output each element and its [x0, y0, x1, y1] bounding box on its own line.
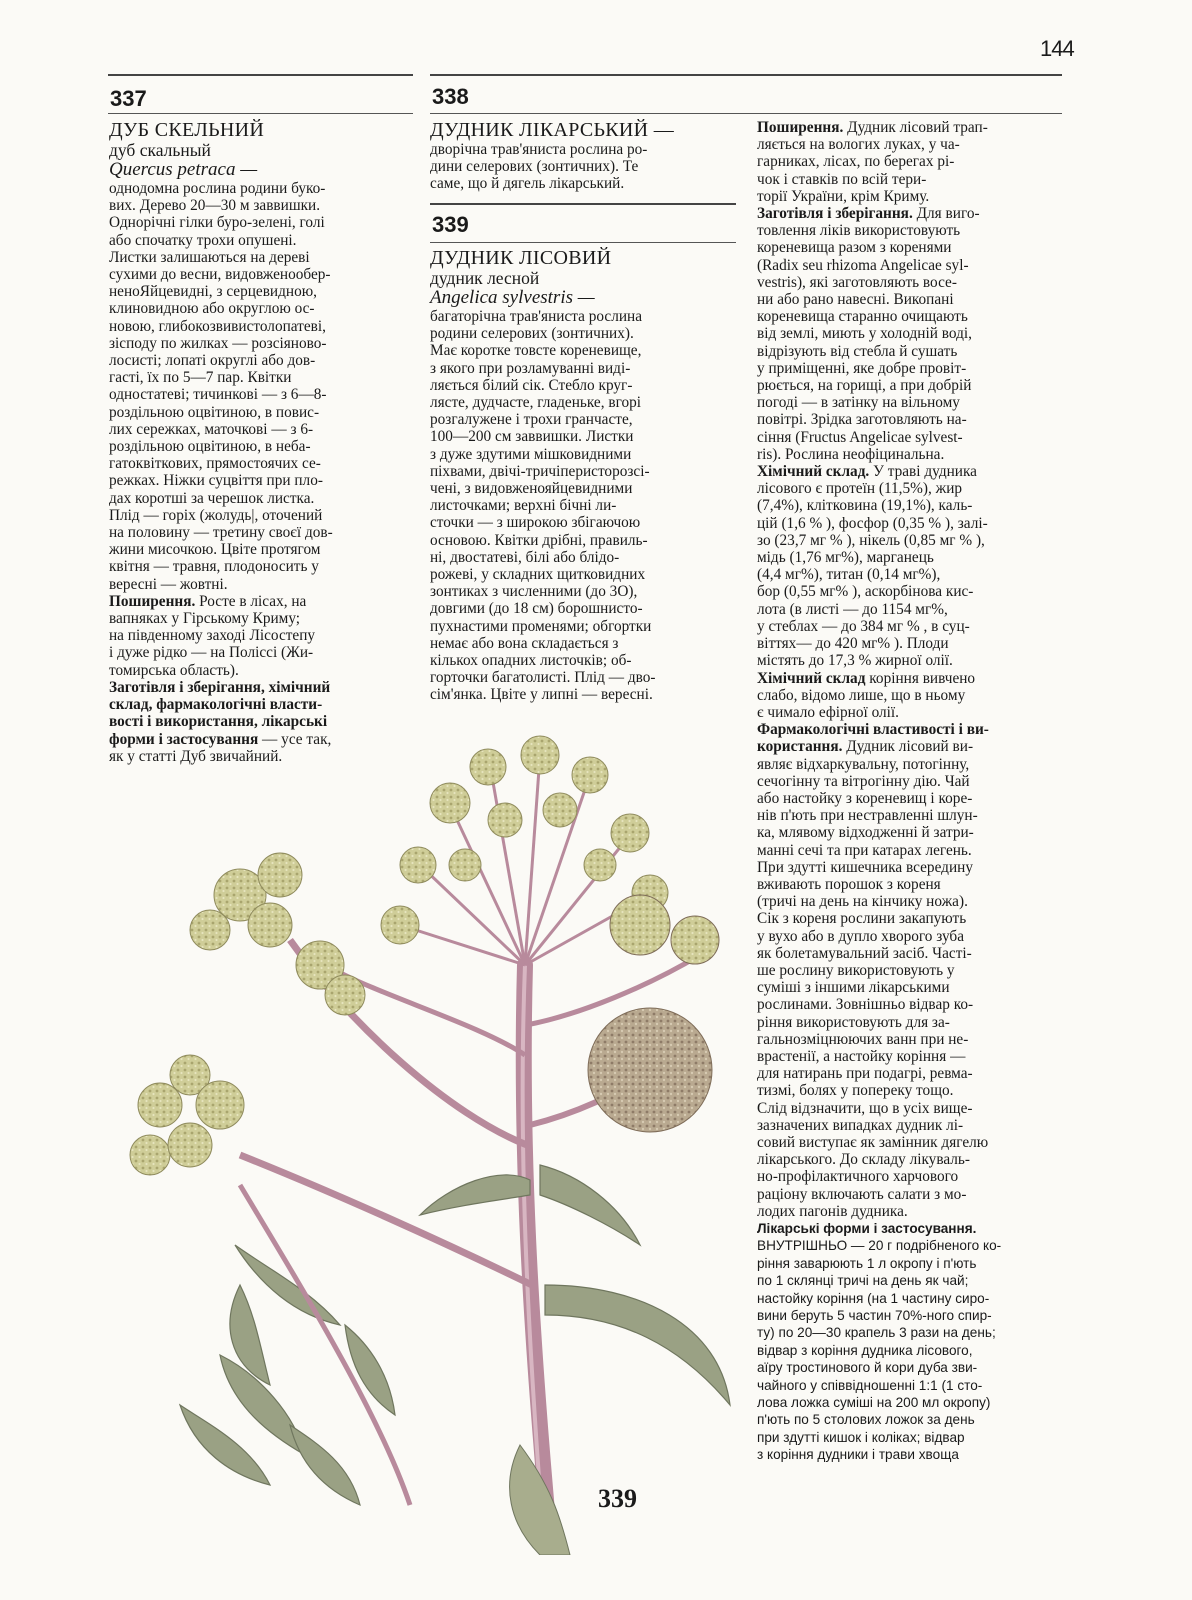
text-line: ріння використовують для за-: [757, 1013, 950, 1031]
article-337-headword: ДУБ СКЕЛЬНИЙ: [109, 119, 265, 141]
text-line: дворічна трав'яниста рослина ро-: [430, 141, 648, 158]
article-338-headword: ДУДНИК ЛІКАРСЬКИЙ —: [430, 119, 675, 141]
section-heading: Заготівля і зберігання.: [757, 205, 913, 223]
flower-umbel-left: [130, 853, 365, 1175]
text-line: лосисті; лопаті округлі або дов-: [109, 352, 316, 370]
text-line: як болетамувальний засіб. Часті-: [757, 944, 972, 962]
text-line: зонтиках з численними (до 3О),: [430, 583, 638, 601]
article-339-continued: [757, 119, 1064, 1464]
text-line: раціону включають салати з мо-: [757, 1185, 967, 1203]
text-line: аїру тростинового й кори дуба зви-: [757, 1360, 978, 1376]
text-line: з дуже здутими мішковидними: [430, 445, 632, 463]
text-line: [757, 738, 1064, 755]
text-line: багаторічна трав'яниста рослина: [430, 308, 642, 325]
text-line: но-профілактичного харчового: [757, 1168, 959, 1186]
text-line: вини беруть 5 частин 70%-ного спир-: [757, 1308, 992, 1324]
text-line: для натирань при подагрі, ревма-: [757, 1065, 973, 1083]
text-line: у приміщенні, яке добре провіт-: [757, 359, 967, 377]
article-338: [430, 119, 736, 193]
text-line: бор (0,55 мг% ), аскорбінова кис-: [757, 583, 974, 601]
text-line: сточки — з широкою збігаючою: [430, 514, 641, 532]
section-heading: Фармакологічні властивості і ви-: [757, 721, 989, 739]
text-line: Однорічні гілки буро-зелені, голі: [109, 214, 325, 232]
text-line: лодих пагонів дудника.: [757, 1202, 908, 1220]
figure-number: 339: [598, 1484, 637, 1513]
section-heading: Лікарські форми і застосування.: [757, 1221, 977, 1236]
section-heading: форми і застосування: [109, 730, 259, 748]
text-run: — усе так,: [258, 730, 332, 748]
text-line: (4,4 мг%), титан (0,14 мг%),: [757, 566, 941, 584]
text-line: нів п'ють при нестравленні шлун-: [757, 807, 978, 825]
text-line: немає або вона складається з: [430, 634, 619, 652]
text-line: довгими (до 18 см) борошнисто-: [430, 600, 643, 618]
text-run: Росте в лісах, на: [195, 592, 307, 610]
text-line: від землі, миють у холодній воді,: [757, 325, 972, 343]
text-line: гальнозміцнюючих ванн при не-: [757, 1030, 969, 1048]
article-339-latin: Angelica sylvestris —: [430, 287, 595, 308]
text-line: мідь (1,76 мг%), марганець: [757, 549, 934, 567]
text-line: кореневища разом з коренями: [757, 239, 952, 257]
text-line: неноЯйцевидні, з серцевидною,: [109, 283, 317, 301]
text-line: дини селерових (зонтичних). Те: [430, 158, 639, 176]
text-line: є чимало ефірної олії.: [757, 703, 899, 721]
text-line: ні, двостатеві, білі або блідо-: [430, 548, 620, 566]
text-line: містять до 17,3 % жирної олії.: [757, 652, 953, 670]
text-line: при здутті кишок і коліках; відвар: [757, 1429, 965, 1445]
text-line: кількох опадних листочків; об-: [430, 652, 632, 670]
article-339-russian: дудник лесной: [430, 268, 540, 288]
text-line: родини селерових (зонтичних).: [430, 325, 634, 343]
text-line: ріння заварюють 1 л окропу і п'ють: [757, 1255, 977, 1271]
text-line: Сік з кореня рослини закапують: [757, 910, 967, 928]
article-337-body: [109, 180, 413, 593]
article-339-headword: ДУДНИК ЛІСОВИЙ: [430, 247, 612, 269]
text-line: основою. Квітки дрібні, правиль-: [430, 531, 648, 549]
text-line: [757, 670, 1064, 687]
text-line: лих сережках, маточкові — з 6-: [109, 420, 314, 438]
rule-339-bottom: [430, 242, 736, 243]
text-line: лясте, дудчасте, гладеньке, вгорі: [430, 394, 642, 412]
text-line: сечогінну та вітрогінну дію. Чай: [757, 772, 970, 790]
article-337: [109, 119, 413, 765]
article-339: [430, 247, 736, 704]
text-line: ка, млявому відходженні й затри-: [757, 824, 974, 842]
text-line: чок і ставків по всій тери-: [757, 170, 927, 188]
text-line: розгалужене і трохи гранчасте,: [430, 411, 633, 429]
text-line: зісподу по жилках — розсіяново-: [109, 334, 327, 352]
text-line: (7,4%), клітковина (19,1%), каль-: [757, 497, 973, 515]
text-line: вживають порошок з кореня: [757, 875, 941, 893]
text-line: лісового є протеїн (11,5%), жир: [757, 480, 963, 498]
text-line: з коріння дудники і трави хвоща: [757, 1447, 959, 1463]
text-line: слабо, відомо лише, що в ньому: [757, 686, 966, 704]
section-heading: Заготівля і зберігання, хімічний: [109, 678, 331, 696]
text-line: 100—200 см заввишки. Листки: [430, 428, 634, 446]
text-line: рослинами. Зовнішньо відвар ко-: [757, 996, 974, 1014]
article-339-number: 339: [432, 212, 469, 237]
text-run: У траві дудника: [869, 463, 977, 481]
text-run: Дудник лісовий трап-: [843, 119, 988, 136]
forms-body: [757, 1237, 1064, 1463]
rule-339-top: [430, 203, 736, 205]
text-run: Для виго-: [912, 205, 980, 223]
text-line: з якого при розламуванні виді-: [430, 359, 631, 377]
text-line: ВНУТРІШНЬО — 20 г подрібненого ко-: [757, 1238, 1002, 1254]
text-line: режках. Ніжки суцвіття при пло-: [109, 472, 323, 490]
text-line: або спочатку трохи опушені.: [109, 231, 297, 249]
text-line: роздільною оцвітиною, в повис-: [109, 403, 320, 421]
text-line: горточки багатолисті. Плід — дво-: [430, 669, 656, 687]
text-line: Плід — горіх (жолудь|, оточений: [109, 506, 323, 524]
text-line: манні сечі та при катарах легень.: [757, 841, 972, 859]
text-line: відвар з коріння дудника лісового,: [757, 1342, 973, 1358]
text-line: товлення ліків використовують: [757, 222, 961, 240]
text-line: однодомна рослина родини буко-: [109, 180, 326, 197]
text-line: vestris), які заготовляють восе-: [757, 273, 957, 291]
text-line: п'ють по 5 столових ложок за день: [757, 1412, 975, 1428]
section-heading: Хімічний склад: [757, 669, 866, 687]
text-line: сім'янка. Цвіте у липні — вересні.: [430, 686, 653, 704]
text-line: чайного у співвідношенні 1:1 (1 сто-: [757, 1377, 983, 1393]
text-line: При здутті кишечника всередину: [757, 858, 973, 876]
text-line: вересні — жовтні.: [109, 575, 228, 593]
text-line: гарниках, лісах, по берегах рі-: [757, 153, 955, 171]
text-line: чені, з видовженояйцевидними: [430, 480, 633, 498]
text-line: ляється білий сік. Стебло круг-: [430, 376, 633, 394]
text-line: або настойку з кореневищ і коре-: [757, 789, 973, 807]
text-line: настойку коріння (на 1 частину сиро-: [757, 1290, 990, 1306]
text-line: (Radix seu rhizoma Angelicae syl-: [757, 256, 969, 274]
page-number: 144: [1040, 36, 1074, 61]
text-line: [109, 593, 413, 610]
text-line: жини мисочкою. Цвіте протягом: [109, 541, 321, 559]
text-line: [757, 463, 1064, 480]
text-line: (тричі на день на кінчику ножа).: [757, 893, 968, 911]
text-line: піхвами, двічі-тричіперисторозсі-: [430, 462, 650, 480]
text-line: зо (23,7 мг % ), нікель (0,85 мг % ),: [757, 531, 985, 549]
article-337-latin: Quercus petraca —: [109, 159, 258, 180]
text-line: кореневища старанно очищають: [757, 308, 968, 326]
text-line: суміші з іншими лікарськими: [757, 979, 950, 997]
text-line: цій (1,6 % ), фосфор (0,35 % ), залі-: [757, 514, 988, 532]
text-line: у вухо або в дупло хворого зуба: [757, 927, 964, 945]
text-line: новою, глибокозвивистолопатеві,: [109, 317, 326, 335]
article-337-number: 337: [110, 86, 147, 111]
leaf: [180, 1165, 730, 1505]
text-line: саме, що й дягель лікарський.: [430, 175, 625, 193]
section-heading: Поширення.: [757, 119, 844, 136]
text-line: сухими до весни, видовженообер-: [109, 266, 331, 284]
text-line: [757, 119, 1064, 136]
text-line: Листки залишаються на дереві: [109, 248, 310, 266]
text-line: вих. Дерево 20—30 м заввишки.: [109, 197, 321, 215]
text-line: томирська область).: [109, 661, 239, 679]
text-line: пухнастими променями; обгортки: [430, 617, 652, 635]
text-run: Дудник лісовий ви-: [842, 738, 974, 756]
article-338-number: 338: [432, 84, 469, 109]
text-line: і дуже рідко — на Поліссі (Жи-: [109, 644, 314, 662]
text-line: по 1 склянці тричі на день як чай;: [757, 1273, 969, 1289]
text-line: торії України, крім Криму.: [757, 187, 930, 205]
text-line: лікарського. До складу лікуваль-: [757, 1151, 970, 1169]
rule-337-top: [108, 74, 413, 76]
text-run: коріння вивчено: [865, 669, 976, 687]
text-line: ris). Рослина неофіцинальна.: [757, 445, 945, 463]
text-line: ни або рано навесні. Викопані: [757, 291, 954, 309]
text-line: гатоквіткових, прямостоячих се-: [109, 455, 321, 473]
text-line: ше рослину використовують у: [757, 961, 955, 979]
text-line: врастенії, а настойку коріння —: [757, 1047, 966, 1065]
text-line: квітня — травня, плодоносить у: [109, 558, 319, 576]
article-337-russian: дуб скальный: [109, 140, 211, 160]
text-line: як у статті Дуб звичайний.: [109, 747, 283, 765]
text-line: листочками; верхні бічні ли-: [430, 497, 617, 515]
text-line: рюється, на горищі, а при добрій: [757, 377, 972, 395]
text-line: Має коротке товсте кореневище,: [430, 342, 642, 360]
text-line: зазначених випадках дудник лі-: [757, 1116, 964, 1134]
text-line: гасті, їх по 5—7 пар. Квітки: [109, 369, 292, 387]
angelica-illustration: [120, 725, 750, 1555]
text-line: віттях— до 420 мг% ). Плоди: [757, 635, 949, 653]
section-heading: Поширення.: [109, 592, 196, 610]
section-heading: вості і використання, лікарські: [109, 713, 328, 731]
rule-338-top: [430, 74, 1062, 76]
text-line: [757, 205, 1064, 222]
text-line: совий виступає як замінник дягелю: [757, 1133, 989, 1151]
text-line: відрізують від стебла й сушать: [757, 342, 958, 360]
text-line: клиновидною або округлою ос-: [109, 300, 315, 318]
text-line: ляється на вологих луках, у ча-: [757, 136, 960, 154]
flower-umbel-right: [588, 895, 719, 1132]
text-line: роздільною оцвітиною, в небa-: [109, 438, 311, 456]
text-line: являє відхаркувальну, потогінну,: [757, 755, 970, 773]
text-line: вапняках у Гірському Криму;: [109, 610, 301, 628]
text-line: рожеві, у складних щитковидних: [430, 566, 646, 584]
text-line: лова ложка суміші на 200 мл окропу): [757, 1395, 991, 1411]
text-line: сіння (Fructus Angelicae sylvest-: [757, 428, 963, 446]
text-line: на південному заході Лісостепу: [109, 627, 316, 645]
text-line: дах коротші за черешок листка.: [109, 489, 315, 507]
text-line: погоді — в затінку на вільному: [757, 394, 960, 412]
section-heading: Хімічний склад.: [757, 463, 870, 481]
text-line: ту) по 20—30 крапель 3 рази на день;: [757, 1325, 996, 1341]
section-heading: користання.: [757, 738, 843, 756]
text-line: лота (в листі — до 1154 мг%,: [757, 600, 948, 618]
section-heading: склад, фармакологічні власти-: [109, 696, 323, 714]
rule-337-bottom: [108, 113, 413, 114]
text-line: у стеблах — до 384 мг % , в суц-: [757, 617, 970, 635]
text-line: на половину — третину своєї дов-: [109, 524, 333, 542]
text-line: тизмі, болях у попереку тощо.: [757, 1082, 954, 1100]
text-line: одностатеві; тичинкові — з 6—8-: [109, 386, 327, 404]
rule-338-bottom: [430, 113, 1062, 114]
text-line: Слід відзначити, що в усіх вище-: [757, 1099, 973, 1117]
text-line: повітрі. Зрідка заготовляють на-: [757, 411, 967, 429]
